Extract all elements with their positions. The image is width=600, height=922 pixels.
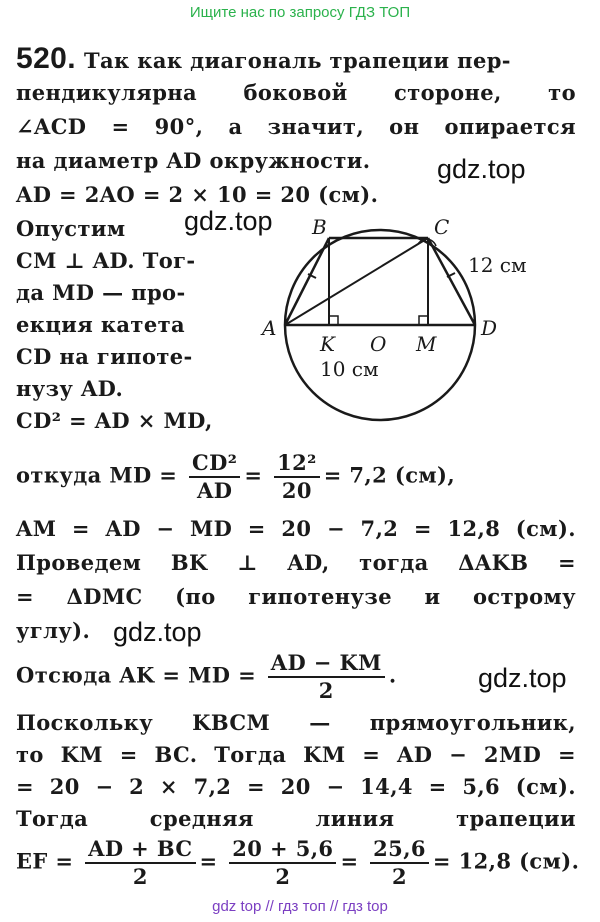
text-line-21: = 20 − 2 × 7,2 = 20 − 14,4 = 5,6 (см). bbox=[16, 774, 576, 799]
fraction-numerator: CD² bbox=[189, 450, 240, 478]
text-line-9: екция катета bbox=[16, 312, 186, 337]
label-d: D bbox=[481, 316, 498, 340]
label-o: O bbox=[370, 332, 387, 356]
text-line-8: да MD — про- bbox=[16, 280, 186, 305]
line-text: = 7,2 (см), bbox=[323, 462, 456, 488]
text-line-3: ∠ACD = 90°, а значит, он опирается bbox=[16, 114, 576, 139]
watermark: gdz.top bbox=[437, 154, 526, 184]
label-k: K bbox=[320, 332, 335, 356]
fraction-denominator: AD bbox=[197, 478, 233, 503]
fraction-denominator: 2 bbox=[275, 864, 291, 889]
text-line-7: CM ⊥ AD. Тог- bbox=[16, 248, 196, 273]
label-side-length: 12 см bbox=[468, 253, 527, 277]
fraction-20-56 bbox=[229, 836, 336, 890]
side-cd bbox=[428, 238, 475, 325]
text-line-16: = ΔDMC (по гипотенузе и острому bbox=[16, 584, 576, 609]
fraction-denominator: 2 bbox=[132, 864, 148, 889]
fraction-256 bbox=[370, 836, 429, 890]
equals-sign: = bbox=[340, 848, 359, 874]
text-line-5: AD = 2AO = 2 × 10 = 20 (см). bbox=[16, 182, 379, 207]
text-line-18 bbox=[16, 650, 397, 704]
equals-sign: = bbox=[244, 462, 263, 488]
text-line-23 bbox=[16, 836, 579, 890]
text-line-1 bbox=[16, 42, 511, 75]
text-line-15: Проведем BK ⊥ AD, тогда ΔAKB = bbox=[16, 550, 576, 575]
fraction-numerator: AD − KM bbox=[268, 650, 385, 678]
label-radius: 10 см bbox=[320, 357, 379, 381]
header-banner: Ищите нас по запросу ГДЗ ТОП bbox=[189, 4, 411, 21]
label-c: C bbox=[434, 215, 450, 239]
text-line-12: CD² = AD × MD, bbox=[16, 408, 213, 433]
fraction-numerator: 25,6 bbox=[370, 836, 429, 864]
watermark: gdz.top bbox=[478, 663, 567, 693]
problem-number: 520. bbox=[16, 42, 76, 75]
text-line-17: углу). bbox=[16, 618, 91, 643]
label-b: B bbox=[312, 215, 327, 239]
fraction-numerator: AD + BC bbox=[85, 836, 195, 864]
text-line-2: пендикулярна боковой стороне, то bbox=[16, 80, 576, 105]
line-text: Так как диагональ трапеции пер- bbox=[84, 48, 511, 73]
trapezoid-circle-figure bbox=[250, 214, 550, 474]
text-line-11: нузу AD. bbox=[16, 376, 124, 401]
line-text: = 12,8 (см). bbox=[432, 848, 580, 874]
fraction-numerator: 12² bbox=[274, 450, 320, 478]
fraction-denominator: 20 bbox=[281, 478, 312, 503]
text-line-14: AM = AD − MD = 20 − 7,2 = 12,8 (см). bbox=[16, 516, 576, 541]
fraction-denominator: 2 bbox=[318, 678, 334, 703]
line-text: Отсюда AK = MD = bbox=[16, 662, 257, 688]
fraction-cd2-ad bbox=[189, 450, 240, 504]
equals-sign: = bbox=[199, 848, 218, 874]
right-angle-m bbox=[419, 316, 428, 325]
fraction-denominator: 2 bbox=[392, 864, 408, 889]
line-text: откуда MD = bbox=[16, 462, 178, 488]
text-line-19: Поскольку KBCM — прямоугольник, bbox=[16, 710, 576, 735]
line-text: . bbox=[388, 662, 397, 688]
text-line-4: на диаметр AD окружности. bbox=[16, 148, 371, 173]
text-line-22: Тогда средняя линия трапеции bbox=[16, 806, 576, 831]
text-line-6: Опустим bbox=[16, 216, 126, 241]
footer-banner: gdz top // гдз топ // гдз top bbox=[212, 898, 388, 915]
right-angle-k bbox=[329, 316, 338, 325]
label-m: M bbox=[416, 332, 437, 356]
fraction-numerator: 20 + 5,6 bbox=[229, 836, 336, 864]
watermark: gdz.top bbox=[113, 617, 202, 647]
text-line-20: то KM = BC. Тогда KM = AD − 2MD = bbox=[16, 742, 576, 767]
watermark: gdz.top bbox=[184, 206, 273, 236]
fraction-ad-km bbox=[268, 650, 385, 704]
line-text: EF = bbox=[16, 848, 74, 874]
text-line-10: CD на гипоте- bbox=[16, 344, 193, 369]
label-a: A bbox=[262, 316, 277, 340]
fraction-ad-bc bbox=[85, 836, 195, 890]
